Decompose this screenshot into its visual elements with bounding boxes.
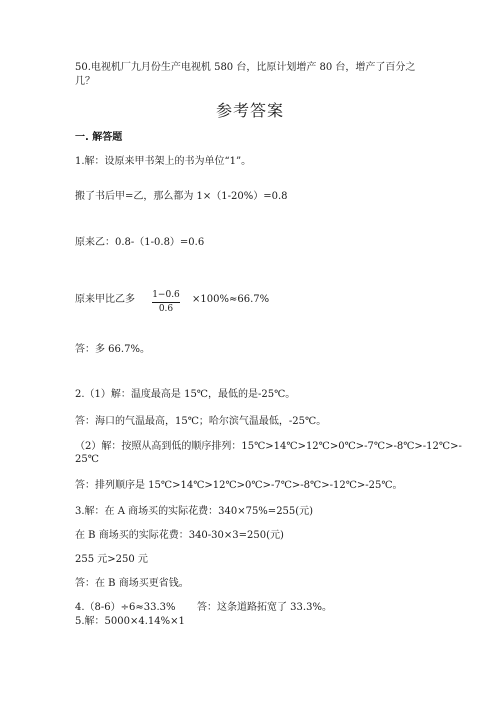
fraction-denominator: 0.6: [158, 304, 174, 314]
answer-1-step-3-prefix: 原来甲比乙多: [75, 294, 135, 305]
fraction: [152, 290, 180, 315]
answer-1-intro: 1.解：设原来甲书架上的书为单位“1”。: [75, 156, 252, 167]
answer-4-calc: 4.（8-6）÷6≈33.3%: [75, 602, 176, 613]
answer-3-line-3: 255 元>250 元: [75, 554, 148, 565]
answer-1-step-2: 原来乙：0.8-（1-0.8）=0.6: [75, 237, 205, 248]
answer-1-conclusion: 答：多 66.7%。: [75, 344, 150, 355]
question-50-line-1: 50.电视机厂九月份生产电视机 580 台，比原计划增产 80 台，增产了百分之: [75, 62, 416, 73]
answer-2-part-2-line-1: （2）解：按照从高到低的顺序排列：15℃>14℃>12℃>0℃>-7℃>-8℃>-12℃>-: [75, 441, 462, 452]
section-heading: 一. 解答题: [75, 132, 123, 143]
answer-2-part-2-conclusion: 答：排列顺序是 15℃>14℃>12℃>0℃>-7℃>-8℃>-12℃>-25℃。: [75, 480, 403, 491]
answer-title: 参考答案: [215, 101, 284, 120]
fraction-bar: [152, 302, 180, 303]
answer-3-line-2: 在 B 商场买的实际花费：340-30×3=250(元): [75, 530, 284, 541]
question-50-line-2: 几？: [75, 76, 95, 87]
answer-2-part-1-conclusion: 答：海口的气温最高，15℃；哈尔滨气温最低，-25℃。: [75, 416, 327, 427]
answer-3-conclusion: 答：在 B 商场买更省钱。: [75, 578, 189, 589]
fraction-numerator: 1−0.6: [152, 290, 180, 300]
answer-2-part-1: 2.（1）解：温度最高是 15℃，最低的是-25℃。: [75, 389, 296, 400]
answer-2-part-2-line-2: 25℃: [75, 454, 99, 465]
answer-3-line-1: 3.解：在 A 商场买的实际花费：340×75%=255(元): [75, 506, 314, 517]
answer-1-step-3-suffix: ×100%≈66.7%: [192, 294, 270, 305]
answer-1-step-1: 搬了书后甲=乙，那么都为 1×（1-20%）=0.8: [75, 191, 288, 202]
answer-4-conclusion: 答：这条道路拓宽了 33.3%。: [197, 602, 332, 613]
answer-5-line-1: 5.解：5000×4.14%×1: [75, 616, 185, 627]
